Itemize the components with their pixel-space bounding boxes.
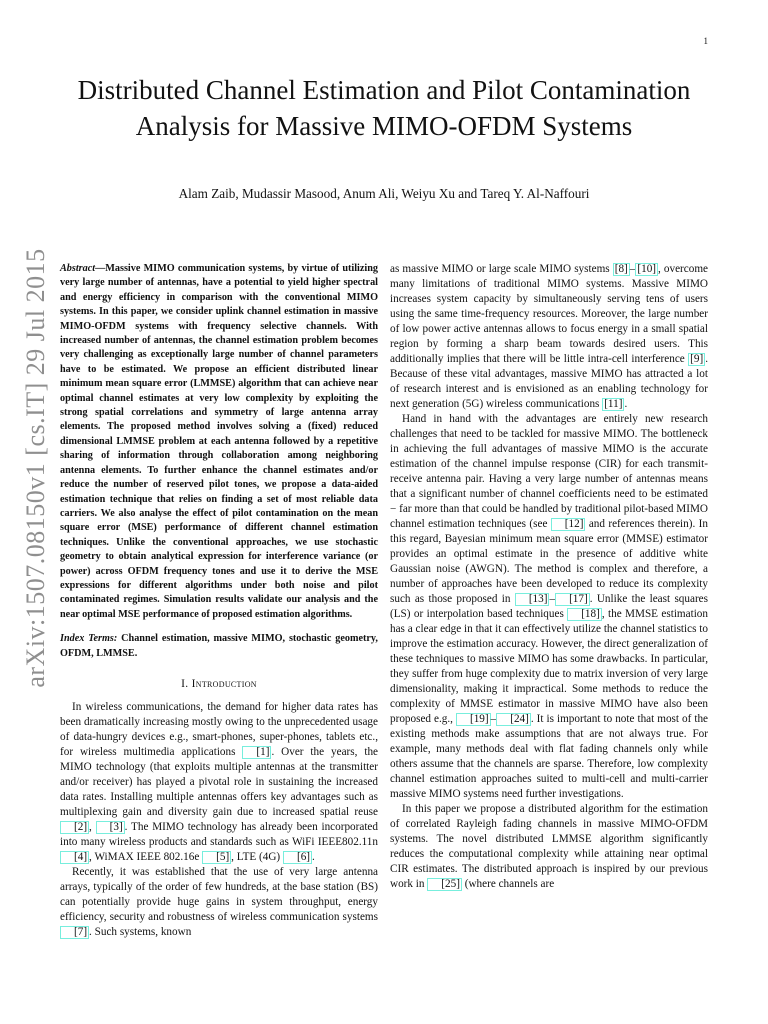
left-body-text [60, 700, 378, 940]
citation-link[interactable]: [12] [551, 518, 586, 531]
body-paragraph [60, 700, 378, 865]
paragraph-text: and references therein). In this regard, Bayesian minimum mean square error (MMSE) estimator provides an optimal estimate in the presence of additive white Gaussian noise (AWGN). The method is complex and therefore, a number of approaches have been developed to reduce its complexity such as those proposed in [390, 518, 708, 605]
paragraph-text: . It is important to note that most of the existing methods make assumptions that are not always true. For example, many methods deal with flat fading channels only while others assume that the channels are sparse. Therefore, low complexity channel estimation approaches suited to multi-cell and multi-carrier massive MIMO systems need further investigations. [390, 713, 708, 800]
right-body-text [390, 262, 708, 892]
body-paragraph [60, 865, 378, 940]
abstract [60, 262, 378, 622]
paragraph-text: , overcome many limitations of traditional MIMO systems. Massive MIMO increases system capacity by simultaneously serving tens of users using the same time-frequency resources. Moreover, the large number of low power active antennas allows to focus energy in a small spatial region by forming a sharp beam towards desired users. This additionally implies that there will be little intra-cell interference [390, 263, 709, 365]
paragraph-text: as massive MIMO or large scale MIMO systems [390, 263, 613, 275]
section-title: Introduction [191, 677, 257, 690]
citation-link[interactable]: [18] [567, 608, 602, 621]
citation-link[interactable]: [11] [604, 398, 623, 410]
citation-link[interactable]: [4] [60, 851, 89, 864]
citation-link[interactable]: [2] [60, 821, 89, 834]
citation-link[interactable]: [13] [515, 593, 550, 606]
citation-link[interactable]: [9] [690, 353, 704, 365]
paper-title: Distributed Channel Estimation and Pilot Contamination Analysis for Massive MIMO-OFDM Systems [77, 75, 691, 141]
paragraph-text: – [629, 263, 636, 275]
citation-link[interactable]: [10] [637, 263, 657, 275]
paragraph-text: (where channels are [461, 878, 555, 890]
paragraph-text: Recently, it was established that the use of very large antenna arrays, typically of the order of few hundreds, at the base station (BS) can potentially provide huge gains in system throughput, energy efficiency, security and robustness of wireless communication systems [60, 865, 378, 923]
paragraph-text: . Such systems, known [89, 925, 192, 938]
author-list: Alam Zaib, Mudassir Masood, Anum Ali, Weiyu Xu and Tareq Y. Al-Naffouri [178, 186, 590, 201]
citation-link[interactable]: [24] [496, 713, 531, 726]
citation-link[interactable]: [25] [427, 878, 462, 891]
citation-link[interactable]: [17] [555, 593, 590, 606]
abstract-label: Abstract [60, 263, 96, 274]
abstract-text: —Massive MIMO communication systems, by virtue of utilizing very large number of antennas, have a potential to yield higher spectral and energy efficiency in comparison with the conventional MIMO systems. In this paper, we consider uplink channel estimation in massive MIMO-OFDM systems with frequency selective channels. With increased number of antennas, the channel estimation problem becomes very challenging as exceptionally large number of channel parameters have to be estimated. We propose an efficient distributed linear minimum mean square error (LMMSE) algorithm that can achieve near optimal channel estimates at very low complexity by exploiting the strong spatial correlations and symmetry of large antenna array elements. The proposed method involves solving a (fixed) reduced dimensional LMMSE problem at each antenna followed by a repetitive sharing of information through collaboration among neighboring antenna elements. To further enhance the channel estimates and/or reduce the number of reserved pilot tones, we propose a data-aided estimation technique that relies on finding a set of most reliable data carriers. We also analyse the effect of pilot contamination on the mean square error (MSE) performance of different channel estimation techniques. Unlike the conventional approaches, we use stochastic geometry to obtain analytical expression for interference variance (or power) across OFDM frequency tones and use it to derive the MSE expressions for different algorithms under both noise and pilot contaminated regimes. Simulation results validate our analysis and the near optimal MSE performance of proposed estimation algorithms. [60, 263, 378, 620]
citation-link[interactable]: [19] [456, 713, 491, 726]
body-paragraph [390, 262, 708, 412]
citation-link[interactable]: [7] [60, 926, 89, 939]
index-terms-label: Index Terms: [60, 633, 118, 645]
right-column [390, 262, 708, 892]
index-terms [60, 632, 378, 661]
body-paragraph [390, 412, 708, 802]
paragraph-text: In this paper we propose a distributed algorithm for the estimation of correlated Rayleigh fading channels in massive MIMO-OFDM systems. The novel distributed LMMSE algorithm significantly reduces the computational complexity while attaining near optimal CIR estimates. The distributed approach is inspired by our previous work in [390, 803, 708, 890]
paragraph-text: – [549, 593, 556, 605]
citation-link[interactable]: [3] [96, 821, 125, 834]
citation-link[interactable]: [8] [614, 263, 628, 275]
citation-link[interactable]: [6] [283, 851, 312, 864]
index-terms-text: Channel estimation, massive MIMO, stochastic geometry, OFDM, LMMSE. [60, 633, 378, 659]
body-paragraph [390, 802, 708, 892]
paragraph-text: In wireless communications, the demand for higher data rates has been dramatically increasing mostly owing to the unprecedented usage of data-hungry devices e.g., smart-phones, super-phones, tablets etc., for wireless multimedia applications [60, 700, 378, 758]
citation-link[interactable]: [5] [202, 851, 231, 864]
paragraph-text: . [312, 850, 315, 863]
paragraph-text: . Over the years, the MIMO technology (that exploits multiple antennas at the transmitter and/or receiver) has played a pivotal role in sustaining the increased data rates. Installing multiple antennas offers key advantages such as multiplexing gain and diversity gain due to increased spatial reuse [60, 745, 378, 818]
citation-link[interactable]: [1] [242, 746, 271, 759]
paragraph-text: . The MIMO technology has already been incorporated into many wireless products and standards such as WiFi IEEE802.11n [60, 820, 378, 848]
paragraph-text: . [624, 398, 628, 410]
section-heading-introduction [60, 677, 378, 692]
section-numeral: I. [181, 677, 192, 690]
arxiv-identifier-stamp[interactable]: arXiv:1507.08150v1 [cs.IT] 29 Jul 2015 [21, 248, 50, 688]
paragraph-text: , WiMAX IEEE 802.16e [89, 850, 203, 863]
paragraph-text: , [89, 820, 96, 833]
paragraph-text: Hand in hand with the advantages are entirely new research challenges that need to be tackled for massive MIMO. The bottleneck in achieving the full advantages of massive MIMO is the accurate estimation of the channel impulse response (CIR) for each transmit-receive antenna pair. Having a very large number of antennas means that a significant number of channel coefficients need to be estimated − far more than that could be handled by traditional pilot-based MIMO channel estimation techniques (see [390, 413, 708, 530]
page-number: 1 [703, 36, 708, 46]
paragraph-text: . Because of these vital advantages, massive MIMO has attracted a lot of research interest and is envisioned as an enabling technology for next generation (5G) wireless communications [390, 353, 708, 410]
paragraph-text: – [490, 713, 497, 725]
paragraph-text: , the MMSE estimation has a clear edge in that it can effectively utilize the channel statistics to improve the estimation accuracy. However, the direct generalization of these techniques to massive MIMO has some drawbacks. In particular, they suffer from huge complexity due to matrix inversion of very large dimensionality, making it impractical. Some methods to reduce the complexity of MMSE estimator in massive MIMO have also been proposed e.g., [390, 608, 708, 725]
left-column [60, 262, 378, 940]
paragraph-text: . Unlike the least squares (LS) or interpolation based techniques [390, 593, 708, 620]
paragraph-text: , LTE (4G) [231, 850, 283, 863]
